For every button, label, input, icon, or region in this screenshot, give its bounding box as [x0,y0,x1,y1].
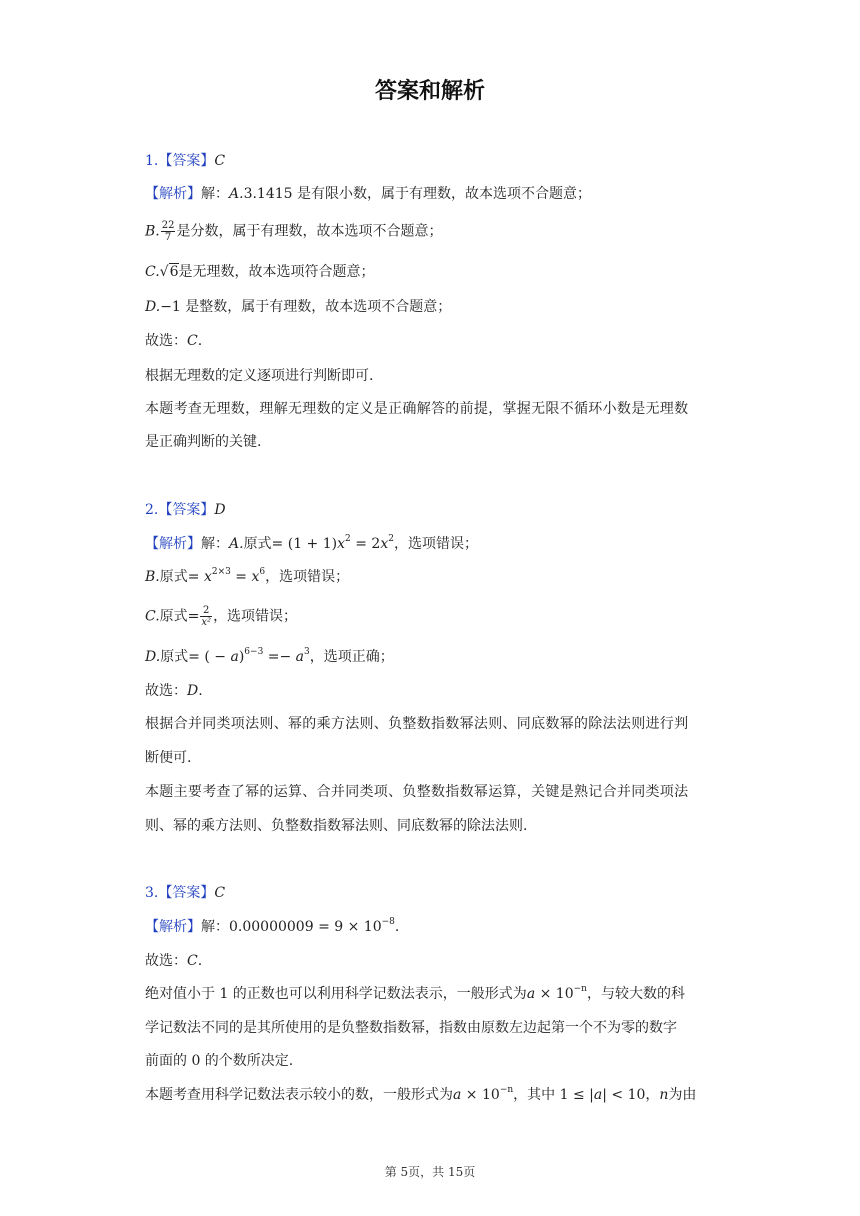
q2-comment-line-2: 则、幂的乘方法则、负整数指数幂法则、同底数幂的除法法则. [145,818,528,834]
q1-option-a-text: 是有限小数，属于有理数，故本选项不合题意； [292,186,592,202]
q3-analysis-line-1 [145,917,399,937]
q2-analysis-line-4 [145,647,394,667]
q3-explain-line-1 [145,984,685,1004]
q3-comment-text-3: ，其中 1 ≤ | [513,1087,594,1103]
q2-answer-value: D [214,502,226,518]
q2-answer [145,500,226,520]
q3-explain-text-1: 绝对值小于 1 的正数也可以利用科学记数法表示，一般形式为 [145,986,527,1002]
q3-jiexi-tag: 【解析】 [145,919,201,935]
q3-comment-text-1: 本题考查用科学记数法表示较小的数，一般形式为 [145,1087,453,1103]
q3-choice-label: 故选： [145,953,187,969]
q3-comment-text-5: 为由 [668,1087,697,1103]
q2-a-expr-1: 原式= (1 + 1) [243,536,338,552]
q2-comment-line-1: 本题主要考查了幂的运算、合并同类项、负整数指数幂运算，关键是熟记合并同类项法 [145,784,689,800]
page-footer: 第 5页，共 15页 [384,1165,476,1179]
q2-option-b-text: ，选项错误； [265,569,350,585]
q2-option-c-text: ，选项错误； [213,608,298,625]
q2-d-expr-3: =− [263,649,296,665]
q3-explain-line-3: 前面的 0 的个数所决定. [145,1053,294,1069]
q3-answer-value: C [214,885,226,901]
q1-option-a: A. [229,186,244,202]
q3-expression-end: . [394,919,400,935]
q1-method-line: 根据无理数的定义逐项进行判断即可. [145,368,374,384]
q1-fraction-numerator: 22 [161,220,175,231]
q3-comment-var-2: a [593,1087,603,1103]
q3-comment-text-4: | < 10， [602,1087,660,1103]
q3-solution-prefix: 解： [201,919,229,935]
q2-analysis-line-2 [145,567,349,587]
q2-a-exp-2: 2 [388,534,394,544]
q2-d-var-1: a [230,649,239,665]
q2-b-expr-1: 原式= [159,569,204,585]
q1-choice-end: . [197,333,203,349]
q3-explain-line-2: 学记数法不同的是其所使用的是负整数指数幂，指数由原数左边起第一个不为零的数字 [145,1020,677,1036]
q3-choice-line [145,951,202,971]
q3-choice-end: . [197,953,203,969]
q3-explain-text-2: × 10 [535,986,574,1002]
q2-d-var-2: a [295,649,305,665]
q2-choice-label: 故选： [145,683,187,699]
q1-solution-prefix: 解： [201,186,229,202]
q2-a-exp-1: 2 [345,534,351,544]
q3-explain-var: a [526,986,536,1002]
q1-fraction [161,220,176,243]
q1-analysis-line-3 [145,262,375,282]
q3-choice-value: C [187,953,198,969]
q2-solution-prefix: 解： [201,536,229,552]
q2-jiexi-tag: 【解析】 [145,536,201,552]
q2-c-expr: 原式= [159,608,200,625]
q3-explain-text-3: ，与较大数的科 [586,986,685,1002]
q2-fraction-numerator: 2 [200,605,212,617]
q1-answer [145,151,225,171]
q2-b-exp-2: 6 [259,567,266,577]
q3-answer-label: 3.【答案】 [145,885,215,901]
q2-method-line-1: 根据合并同类项法则、幂的乘方法则、负整数指数幂法则、同底数幂的除法法则进行判 [145,716,689,732]
q2-fraction [200,605,212,628]
q2-option-c: C. [145,608,160,625]
q3-answer [145,883,225,903]
q1-choice-value: C [187,333,198,349]
q2-option-b: B. [145,569,160,585]
q2-d-exp-2: 3 [304,647,310,657]
q1-option-d-text: 是整数，属于有理数，故本选项不合题意； [180,299,452,315]
q3-explain-exp: −n [573,984,587,994]
q1-fraction-denominator: 7 [164,232,172,243]
q2-b-var-1: x [203,569,212,585]
q1-option-d: D. [145,299,161,315]
q1-answer-value: C [214,153,226,169]
q2-analysis-line-3 [145,605,297,628]
q3-comment-var-3: n [659,1087,669,1103]
q2-analysis-line-1 [145,534,478,554]
q1-choice-line [145,331,202,351]
q2-a-var-1: x [337,536,346,552]
q1-analysis-line-1 [145,184,591,204]
q3-comment-line-1 [145,1085,696,1105]
q3-expression: 0.00000009 = 9 × 10 [229,919,382,935]
q1-analysis-line-2 [145,220,442,243]
q2-fraction-denominator: x² [201,617,212,628]
q2-d-expr-1: 原式= ( − [160,649,231,665]
q2-a-var-2: x [380,536,389,552]
q2-b-expr-2: = [230,569,252,585]
q1-jiexi-tag: 【解析】 [145,186,201,202]
q2-d-exp-1: 6−3 [244,647,264,657]
q2-d-expr-2: ) [238,649,245,665]
q2-answer-label: 2.【答案】 [145,502,215,518]
q3-comment-var-1: a [453,1087,462,1103]
q1-radicand: 6 [169,264,179,280]
q2-option-d: D. [145,649,161,665]
q1-answer-label: 1.【答案】 [145,153,215,169]
q2-b-exp-1: 2×3 [211,567,231,577]
q1-option-c-text: 是无理数，故本选项符合题意； [178,264,375,280]
q1-choice-label: 故选： [145,333,187,349]
q1-option-a-value: 3.1415 [243,186,293,202]
q1-option-d-value: −1 [160,299,181,315]
q2-a-expr-2: = 2 [350,536,381,552]
q2-choice-value: D [187,683,199,699]
q1-analysis-line-4 [145,297,451,317]
q1-comment-line-2: 是正确判断的关键. [145,434,262,450]
q1-option-c: C. [145,264,160,280]
q3-exponent: −8 [381,917,395,927]
q2-choice-end: . [198,683,203,699]
q2-method-line-2: 断便可. [145,750,192,766]
q1-comment-line-1: 本题考查无理数，理解无理数的定义是正确解答的前提，掌握无限不循环小数是无理数 [145,401,689,417]
q2-option-a: A. [229,536,244,552]
q1-option-b-text: 是分数，属于有理数，故本选项不合题意； [176,223,443,240]
q3-comment-exp: −n [499,1085,514,1095]
q2-option-d-text: ，选项正确； [309,649,394,665]
q3-comment-text-2: × 10 [461,1087,500,1103]
q2-b-var-2: x [251,569,260,585]
page-title: 答案和解析 [374,79,485,104]
sqrt-icon: √6 [159,264,179,280]
q1-option-b: B. [145,223,160,240]
q2-choice-line [145,681,203,701]
q2-option-a-text: ，选项错误； [393,536,478,552]
